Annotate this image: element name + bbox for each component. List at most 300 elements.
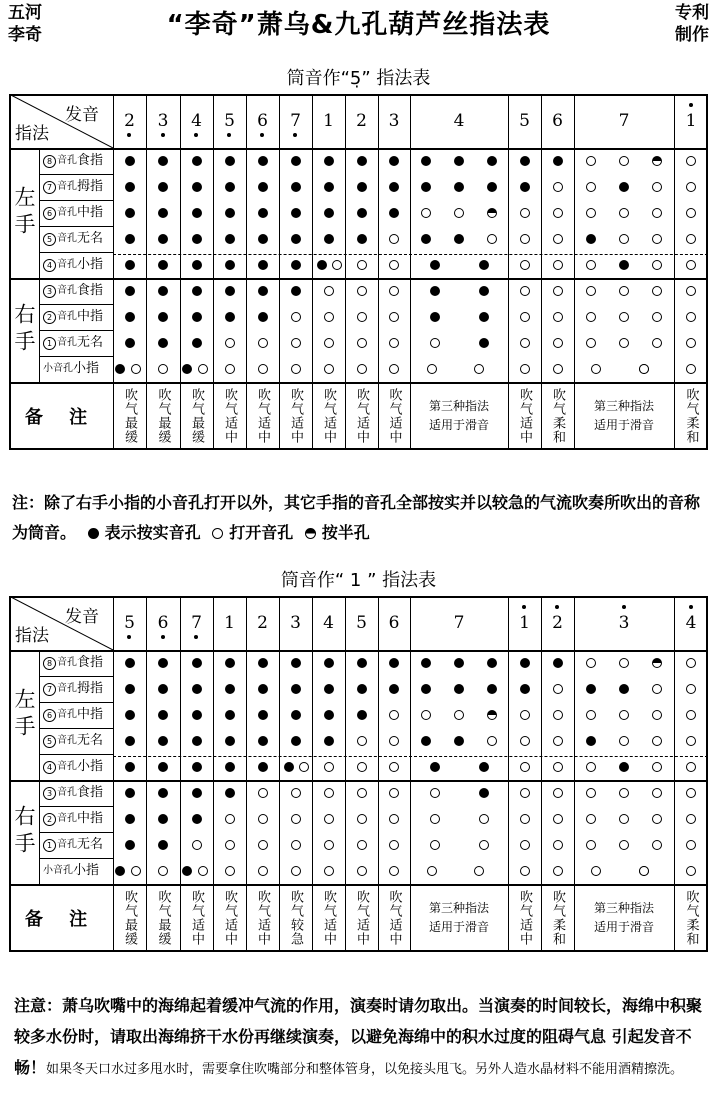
open-hole-icon bbox=[131, 364, 141, 374]
open-hole-icon bbox=[520, 866, 530, 876]
table1-hole-label bbox=[39, 304, 117, 330]
filled-hole-icon bbox=[125, 338, 135, 348]
open-hole-icon bbox=[258, 364, 268, 374]
open-hole-icon bbox=[479, 814, 489, 824]
open-hole-icon bbox=[357, 286, 367, 296]
filled-hole-icon bbox=[479, 260, 489, 270]
filled-hole-icon bbox=[520, 156, 530, 166]
filled-hole-icon bbox=[258, 710, 268, 720]
filled-hole-icon bbox=[158, 312, 168, 322]
open-hole-icon bbox=[619, 710, 629, 720]
open-hole-icon bbox=[291, 814, 301, 824]
table1-remark-text: 备 注 bbox=[24, 407, 98, 428]
table1-note-8 bbox=[378, 94, 410, 148]
open-hole-icon bbox=[291, 866, 301, 876]
filled-hole-icon bbox=[192, 286, 202, 296]
filled-hole-icon bbox=[225, 788, 235, 798]
filled-hole-icon bbox=[291, 260, 301, 270]
open-hole-icon bbox=[158, 866, 168, 876]
open-hole-icon bbox=[520, 208, 530, 218]
table2-note-12 bbox=[574, 596, 674, 650]
table1-note-label: 1 bbox=[323, 111, 334, 131]
open-hole-icon bbox=[652, 814, 662, 824]
open-hole-icon bbox=[192, 840, 202, 850]
open-hole-icon bbox=[619, 234, 629, 244]
table2-hole-label bbox=[39, 832, 117, 858]
open-hole-icon bbox=[357, 338, 367, 348]
filled-hole-icon bbox=[421, 684, 431, 694]
filled-hole-icon bbox=[291, 182, 301, 192]
table2-hole-label bbox=[39, 858, 117, 884]
hole-number-icon: 5 bbox=[43, 233, 56, 246]
filled-hole-icon bbox=[158, 788, 168, 798]
open-hole-icon bbox=[454, 710, 464, 720]
hole-finger: 食指 bbox=[77, 785, 104, 800]
open-hole-icon bbox=[421, 208, 431, 218]
filled-hole-icon bbox=[291, 286, 301, 296]
filled-hole-icon bbox=[258, 762, 268, 772]
filled-hole-icon bbox=[158, 658, 168, 668]
open-hole-icon bbox=[421, 710, 431, 720]
hole-number-icon: 8 bbox=[43, 657, 56, 670]
filled-hole-icon bbox=[192, 156, 202, 166]
table1-remark-note: 吹气柔和 bbox=[550, 388, 565, 444]
table1-note-label: 4 bbox=[191, 111, 202, 131]
filled-hole-icon bbox=[225, 684, 235, 694]
paragraph2-normal: 如果冬天口水过多甩水时，需要拿住吹嘴部分和整体管身，以免接头甩飞。另外人造水晶材料不能用酒精擦洗。 bbox=[46, 1062, 684, 1077]
open-hole-icon bbox=[553, 840, 563, 850]
table1-note-label: 1 bbox=[686, 111, 697, 131]
table2-remark-note: 吹气适中 bbox=[321, 890, 336, 946]
table1-note-label: 2 bbox=[356, 111, 367, 131]
open-hole-icon bbox=[586, 208, 596, 218]
table2-note-7 bbox=[345, 596, 378, 650]
table1-dashed-divider bbox=[113, 254, 708, 255]
table1-remark-8 bbox=[378, 382, 410, 450]
open-hole-icon bbox=[686, 182, 696, 192]
octave-dot-icon bbox=[161, 133, 165, 137]
octave-dot-icon bbox=[522, 605, 526, 609]
table2-note-label: 7 bbox=[191, 613, 202, 633]
filled-hole-icon bbox=[520, 684, 530, 694]
table2-remark-0 bbox=[113, 884, 146, 952]
filled-hole-icon bbox=[357, 182, 367, 192]
table2-note-label: 1 bbox=[519, 613, 530, 633]
table2-hole-label bbox=[39, 650, 117, 676]
filled-hole-icon bbox=[192, 736, 202, 746]
hole-number-icon: 6 bbox=[43, 709, 56, 722]
open-hole-icon bbox=[520, 736, 530, 746]
open-hole-icon bbox=[474, 866, 484, 876]
open-hole-icon bbox=[553, 762, 563, 772]
open-hole-icon bbox=[553, 286, 563, 296]
table2-note-label: 3 bbox=[290, 613, 301, 633]
open-hole-icon bbox=[430, 814, 440, 824]
filled-hole-icon bbox=[192, 182, 202, 192]
table1-note-6 bbox=[312, 94, 345, 148]
filled-hole-icon bbox=[454, 684, 464, 694]
filled-hole-icon bbox=[125, 208, 135, 218]
table1-left-hand-label: 左手 bbox=[12, 186, 36, 240]
table2-note-8 bbox=[378, 596, 410, 650]
open-hole-icon bbox=[652, 710, 662, 720]
open-hole-icon bbox=[389, 866, 399, 876]
open-hole-icon bbox=[686, 260, 696, 270]
filled-hole-icon bbox=[357, 710, 367, 720]
open-hole-icon bbox=[430, 788, 440, 798]
paragraph1-prefix: 注： bbox=[12, 493, 45, 512]
filled-hole-icon bbox=[125, 788, 135, 798]
table1-note-label: 3 bbox=[158, 111, 169, 131]
octave-dot-icon bbox=[689, 605, 693, 609]
open-hole-icon bbox=[520, 364, 530, 374]
open-hole-icon bbox=[225, 866, 235, 876]
open-hole-icon bbox=[389, 338, 399, 348]
open-hole-icon bbox=[652, 736, 662, 746]
table1-remark-3 bbox=[213, 382, 246, 450]
half-hole-icon bbox=[487, 710, 497, 720]
hole-number-icon: 3 bbox=[43, 787, 56, 800]
table1-remark-12 bbox=[574, 382, 674, 450]
table1-note-label: 6 bbox=[257, 111, 268, 131]
filled-hole-icon bbox=[258, 156, 268, 166]
paragraph2-bold: 注意：萧乌吹嘴中的海绵起着缓冲气流的作用，演奏时请勿取出。当演奏的时间较长，海绵中积聚较多水份时，请取出海绵挤干水份再继续演奏，以避免海绵中的积水过度的阻碍气息 引起发音不畅！ bbox=[14, 996, 703, 1077]
table1-right-hand-label: 右手 bbox=[12, 303, 36, 357]
table1-remark-note: 吹气适中 bbox=[288, 388, 303, 444]
table1-remark-note: 第三种指法 适用于滑音 bbox=[428, 399, 489, 432]
open-hole-icon bbox=[553, 182, 563, 192]
open-hole-icon bbox=[520, 814, 530, 824]
open-hole-icon bbox=[357, 260, 367, 270]
table2-remark-9 bbox=[410, 884, 508, 952]
open-hole-icon bbox=[520, 840, 530, 850]
filled-hole-icon bbox=[125, 260, 135, 270]
filled-hole-icon bbox=[324, 156, 334, 166]
table1-remark-0 bbox=[113, 382, 146, 450]
table2-note-10 bbox=[508, 596, 541, 650]
table1-hole-label bbox=[39, 252, 117, 278]
table2-remark-note: 第三种指法 适用于滑音 bbox=[428, 901, 489, 934]
hole-finger: 食指 bbox=[77, 283, 104, 298]
filled-hole-icon bbox=[291, 234, 301, 244]
hole-number-icon: 4 bbox=[43, 761, 56, 774]
hole-finger: 无名 bbox=[77, 335, 104, 350]
filled-hole-icon bbox=[553, 658, 563, 668]
filled-hole-icon bbox=[430, 286, 440, 296]
filled-hole-icon bbox=[291, 208, 301, 218]
hole-finger: 食指 bbox=[77, 655, 104, 670]
table1-remark-note: 吹气最缓 bbox=[189, 388, 204, 444]
table2-remark-note: 吹气柔和 bbox=[683, 890, 699, 946]
filled-hole-icon bbox=[430, 312, 440, 322]
open-hole-icon bbox=[553, 208, 563, 218]
filled-hole-icon bbox=[389, 156, 399, 166]
legend-filled: 表示按实音孔 bbox=[104, 523, 201, 542]
table1-right-hand bbox=[9, 278, 39, 382]
filled-hole-icon bbox=[324, 234, 334, 244]
open-hole-icon bbox=[686, 814, 696, 824]
filled-hole-icon bbox=[158, 710, 168, 720]
open-hole-icon bbox=[586, 260, 596, 270]
table2-left-hand-label: 左手 bbox=[12, 688, 36, 742]
filled-hole-icon bbox=[421, 658, 431, 668]
open-hole-icon bbox=[454, 208, 464, 218]
filled-hole-icon bbox=[291, 684, 301, 694]
corner-right-line2: 制作 bbox=[675, 25, 709, 45]
filled-hole-icon bbox=[389, 684, 399, 694]
filled-hole-icon bbox=[479, 788, 489, 798]
open-dot-icon bbox=[212, 528, 223, 539]
table2-left-hand bbox=[9, 650, 39, 780]
open-hole-icon bbox=[686, 208, 696, 218]
filled-hole-icon bbox=[225, 234, 235, 244]
filled-hole-icon bbox=[125, 684, 135, 694]
filled-hole-icon bbox=[454, 736, 464, 746]
table2-remark-4 bbox=[246, 884, 279, 952]
filled-hole-icon bbox=[192, 762, 202, 772]
hole-finger: 中指 bbox=[77, 205, 104, 220]
open-hole-icon bbox=[258, 814, 268, 824]
table2-note-label: 3 bbox=[619, 613, 630, 633]
table1-remark-note: 吹气适中 bbox=[321, 388, 336, 444]
hole-number-icon: 7 bbox=[43, 181, 56, 194]
table2-dashed-divider bbox=[113, 756, 708, 757]
filled-hole-icon bbox=[357, 208, 367, 218]
table2-note-4 bbox=[246, 596, 279, 650]
filled-hole-icon bbox=[125, 840, 135, 850]
table1-note-label: 3 bbox=[388, 111, 400, 131]
open-hole-icon bbox=[553, 866, 563, 876]
half-hole-icon bbox=[652, 156, 662, 166]
open-hole-icon bbox=[639, 866, 649, 876]
filled-hole-icon bbox=[225, 710, 235, 720]
open-hole-icon bbox=[686, 788, 696, 798]
filled-hole-icon bbox=[324, 182, 334, 192]
open-hole-icon bbox=[586, 814, 596, 824]
table2-note-label: 7 bbox=[453, 613, 465, 633]
open-hole-icon bbox=[586, 658, 596, 668]
filled-hole-icon bbox=[454, 658, 464, 668]
table2-note-0 bbox=[113, 596, 146, 650]
table1-note-12 bbox=[574, 94, 674, 148]
table2-right-hand-label: 右手 bbox=[12, 805, 36, 859]
filled-hole-icon bbox=[454, 234, 464, 244]
half-hole-icon bbox=[487, 208, 497, 218]
table1-remark-note: 第三种指法 适用于滑音 bbox=[593, 399, 654, 432]
hole-number-icon: 2 bbox=[43, 813, 56, 826]
filled-hole-icon bbox=[487, 684, 497, 694]
table1-remark-note: 吹气适中 bbox=[222, 388, 237, 444]
table2-right-hand bbox=[9, 780, 39, 884]
table2-remark-1 bbox=[146, 884, 180, 952]
table2-header-corner bbox=[9, 596, 113, 650]
open-hole-icon bbox=[291, 338, 301, 348]
corner-left-line1: 五河 bbox=[8, 3, 42, 23]
open-hole-icon bbox=[553, 338, 563, 348]
filled-hole-icon bbox=[192, 658, 202, 668]
filled-hole-icon bbox=[115, 364, 125, 374]
open-hole-icon bbox=[487, 234, 497, 244]
filled-hole-icon bbox=[291, 658, 301, 668]
table1-left-hand bbox=[9, 148, 39, 278]
table1-header-corner bbox=[9, 94, 113, 148]
open-hole-icon bbox=[586, 156, 596, 166]
hole-finger: 小指 bbox=[73, 361, 100, 376]
table2-remark-7 bbox=[345, 884, 378, 952]
open-hole-icon bbox=[619, 736, 629, 746]
open-hole-icon bbox=[520, 338, 530, 348]
hole-kong: 音孔 bbox=[57, 207, 77, 218]
open-hole-icon bbox=[258, 338, 268, 348]
hole-kong: 音孔 bbox=[57, 787, 77, 798]
open-hole-icon bbox=[619, 788, 629, 798]
table1-remark-4 bbox=[246, 382, 279, 450]
filled-hole-icon bbox=[225, 182, 235, 192]
filled-hole-icon bbox=[258, 658, 268, 668]
table2-remark-text: 备 注 bbox=[24, 909, 98, 930]
table2-remark-11 bbox=[541, 884, 574, 952]
open-hole-icon bbox=[553, 364, 563, 374]
table1-remark-note: 吹气最缓 bbox=[122, 388, 137, 444]
table1-remark-note: 吹气适中 bbox=[386, 388, 402, 444]
table1-remark-5 bbox=[279, 382, 312, 450]
hole-kong: 音孔 bbox=[57, 813, 77, 824]
table2-remark-8 bbox=[378, 884, 410, 952]
open-hole-icon bbox=[389, 788, 399, 798]
filled-hole-icon bbox=[454, 182, 464, 192]
table1-remark-11 bbox=[541, 382, 574, 450]
table1-remark-note: 吹气适中 bbox=[517, 388, 532, 444]
open-hole-icon bbox=[520, 710, 530, 720]
table1-remark-note: 吹气柔和 bbox=[683, 388, 699, 444]
filled-hole-icon bbox=[192, 814, 202, 824]
filled-hole-icon bbox=[258, 182, 268, 192]
filled-hole-icon bbox=[158, 208, 168, 218]
filled-hole-icon bbox=[324, 684, 334, 694]
table2-note-label: 1 bbox=[224, 613, 235, 633]
open-hole-icon bbox=[553, 234, 563, 244]
filled-hole-icon bbox=[421, 234, 431, 244]
table2-remark-note: 吹气适中 bbox=[222, 890, 237, 946]
open-hole-icon bbox=[357, 866, 367, 876]
filled-hole-icon bbox=[284, 762, 294, 772]
table2-note-2 bbox=[180, 596, 213, 650]
table2-remark-10 bbox=[508, 884, 541, 952]
open-hole-icon bbox=[520, 260, 530, 270]
hole-finger: 中指 bbox=[77, 811, 104, 826]
filled-hole-icon bbox=[125, 658, 135, 668]
filled-hole-icon bbox=[258, 736, 268, 746]
table1-note-11 bbox=[541, 94, 574, 148]
table1-remark-2 bbox=[180, 382, 213, 450]
filled-hole-icon bbox=[192, 260, 202, 270]
open-hole-icon bbox=[299, 762, 309, 772]
table1-hole-label bbox=[39, 200, 117, 226]
open-hole-icon bbox=[652, 684, 662, 694]
open-hole-icon bbox=[324, 364, 334, 374]
open-hole-icon bbox=[258, 788, 268, 798]
filled-hole-icon bbox=[421, 182, 431, 192]
hole-kong: 音孔 bbox=[57, 311, 77, 322]
octave-dot-icon bbox=[293, 133, 297, 137]
open-hole-icon bbox=[324, 788, 334, 798]
open-hole-icon bbox=[652, 260, 662, 270]
hole-kong: 音孔 bbox=[57, 735, 77, 746]
hole-kong: 音孔 bbox=[57, 337, 77, 348]
open-hole-icon bbox=[225, 840, 235, 850]
table2-hole-label bbox=[39, 806, 117, 832]
open-hole-icon bbox=[586, 840, 596, 850]
hole-finger: 中指 bbox=[77, 707, 104, 722]
table2-remark-label bbox=[9, 884, 113, 952]
hole-kong: 小音孔 bbox=[43, 363, 73, 374]
open-hole-icon bbox=[332, 260, 342, 270]
open-hole-icon bbox=[686, 658, 696, 668]
filled-hole-icon bbox=[158, 234, 168, 244]
hole-number-icon: 4 bbox=[43, 259, 56, 272]
table2-remark-note: 吹气最缓 bbox=[155, 890, 171, 946]
filled-hole-icon bbox=[158, 736, 168, 746]
filled-hole-icon bbox=[258, 684, 268, 694]
filled-hole-icon bbox=[389, 208, 399, 218]
table1-remark-label bbox=[9, 382, 113, 450]
filled-hole-icon bbox=[487, 156, 497, 166]
paragraph1-text: 除了右手小指的小音孔打开以外，其它手指的音孔全部按实并以较急的气流吹奏所吹出的音称为筒音。 bbox=[12, 493, 701, 542]
open-hole-icon bbox=[553, 260, 563, 270]
open-hole-icon bbox=[357, 312, 367, 322]
open-hole-icon bbox=[357, 736, 367, 746]
filled-hole-icon bbox=[225, 762, 235, 772]
table2-note-label: 2 bbox=[552, 613, 563, 633]
filled-hole-icon bbox=[125, 814, 135, 824]
table1-note-13 bbox=[674, 94, 708, 148]
table2-remark-12 bbox=[574, 884, 674, 952]
filled-hole-icon bbox=[158, 762, 168, 772]
hole-finger: 小指 bbox=[77, 759, 104, 774]
open-hole-icon bbox=[198, 866, 208, 876]
table1-note-2 bbox=[180, 94, 213, 148]
open-hole-icon bbox=[225, 814, 235, 824]
table2-note-label: 5 bbox=[356, 613, 367, 633]
open-hole-icon bbox=[258, 840, 268, 850]
filled-hole-icon bbox=[125, 234, 135, 244]
filled-hole-icon bbox=[125, 286, 135, 296]
table1-note-3 bbox=[213, 94, 246, 148]
open-hole-icon bbox=[686, 156, 696, 166]
table2-remark-note: 吹气适中 bbox=[386, 890, 402, 946]
open-hole-icon bbox=[652, 312, 662, 322]
open-hole-icon bbox=[324, 840, 334, 850]
open-hole-icon bbox=[686, 234, 696, 244]
filled-hole-icon bbox=[192, 788, 202, 798]
open-hole-icon bbox=[357, 762, 367, 772]
hole-kong: 小音孔 bbox=[43, 865, 73, 876]
open-hole-icon bbox=[520, 234, 530, 244]
open-hole-icon bbox=[619, 814, 629, 824]
filled-hole-icon bbox=[225, 260, 235, 270]
table2-hole-label bbox=[39, 728, 117, 754]
table2-remark-note: 吹气适中 bbox=[354, 890, 369, 946]
table2-remark-note: 吹气适中 bbox=[517, 890, 532, 946]
hole-number-icon: 5 bbox=[43, 735, 56, 748]
filled-hole-icon bbox=[158, 684, 168, 694]
filled-hole-icon bbox=[182, 364, 192, 374]
open-hole-icon bbox=[487, 736, 497, 746]
filled-hole-icon bbox=[553, 156, 563, 166]
filled-hole-icon bbox=[324, 658, 334, 668]
filled-hole-icon bbox=[192, 338, 202, 348]
table2-note-label: 4 bbox=[323, 613, 334, 633]
